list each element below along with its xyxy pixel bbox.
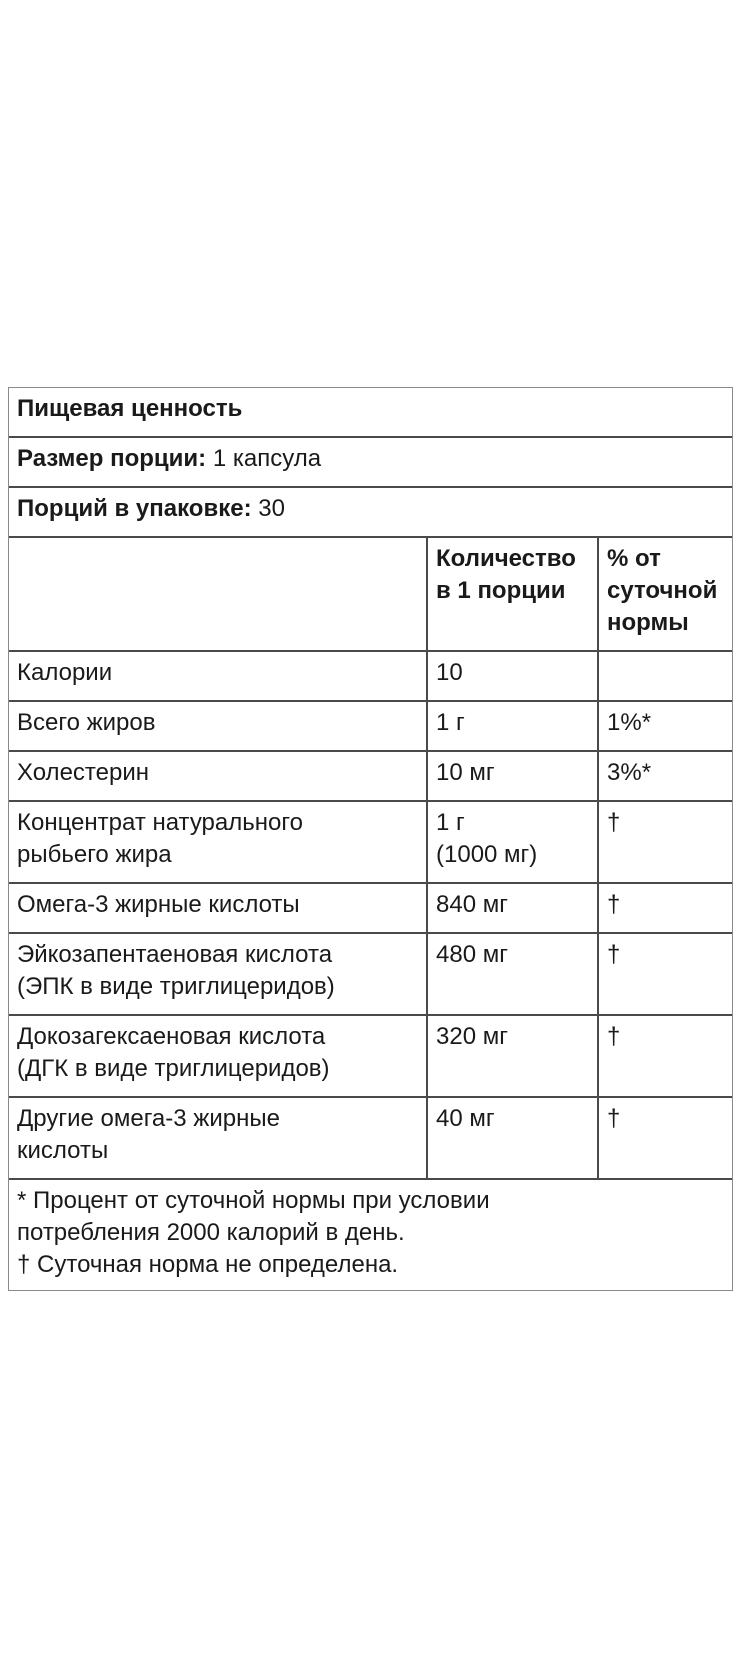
nutrient-daily-value: 1%*: [598, 701, 732, 751]
column-header-row: [9, 537, 732, 651]
nutrient-amount: 320 мг: [427, 1015, 598, 1097]
servings-per-container-label: Порций в упаковке:: [17, 495, 252, 522]
table-row: [9, 801, 732, 883]
table-row: [9, 751, 732, 801]
footnote-line: * Процент от суточной нормы при условии: [17, 1187, 490, 1214]
servings-per-container-value: 30: [258, 495, 285, 522]
nutrient-daily-value: [598, 651, 732, 701]
nutrient-name: Омега-3 жирные кислоты: [9, 883, 427, 933]
amount-header: Количество в 1 порции: [427, 537, 598, 651]
footnotes: [9, 1179, 732, 1290]
table-row: [9, 701, 732, 751]
table-title: Пищевая ценность: [9, 388, 732, 437]
serving-size-row: [9, 437, 732, 487]
nutrition-table: [9, 388, 732, 1290]
nutrient-daily-value: †: [598, 1097, 732, 1179]
daily-value-header: % от суточной нормы: [598, 537, 732, 651]
header-blank-cell: [9, 537, 427, 651]
nutrient-daily-value: †: [598, 883, 732, 933]
nutrient-amount: 10 мг: [427, 751, 598, 801]
nutrient-name: Эйкозапентаеновая кислота (ЭПК в виде триглицеридов): [9, 933, 427, 1015]
nutrient-amount: 1 г (1000 мг): [427, 801, 598, 883]
nutrient-daily-value: 3%*: [598, 751, 732, 801]
nutrient-name: Концентрат натурального рыбьего жира: [9, 801, 427, 883]
table-row: [9, 1015, 732, 1097]
nutrient-name: Докозагексаеновая кислота (ДГК в виде триглицеридов): [9, 1015, 427, 1097]
title-row: [9, 388, 732, 437]
table-row: [9, 883, 732, 933]
nutrient-daily-value: †: [598, 933, 732, 1015]
footnote-row: [9, 1179, 732, 1290]
table-row: [9, 1097, 732, 1179]
nutrient-daily-value: †: [598, 1015, 732, 1097]
table-row: [9, 651, 732, 701]
nutrient-amount: 480 мг: [427, 933, 598, 1015]
nutrient-name: Калории: [9, 651, 427, 701]
footnote-line: † Суточная норма не определена.: [17, 1251, 399, 1278]
footnote-line: потребления 2000 калорий в день.: [17, 1219, 405, 1246]
nutrient-daily-value: †: [598, 801, 732, 883]
supplement-facts-panel: [8, 387, 733, 1291]
servings-per-container-row: [9, 487, 732, 537]
serving-size-value: 1 капсула: [212, 445, 322, 472]
nutrient-name: Другие омега-3 жирные кислоты: [9, 1097, 427, 1179]
nutrient-amount: 840 мг: [427, 883, 598, 933]
nutrient-amount: 40 мг: [427, 1097, 598, 1179]
serving-size-label: Размер порции:: [17, 445, 207, 472]
nutrient-amount: 1 г: [427, 701, 598, 751]
table-row: [9, 933, 732, 1015]
nutrient-amount: 10: [427, 651, 598, 701]
nutrient-name: Всего жиров: [9, 701, 427, 751]
nutrient-name: Холестерин: [9, 751, 427, 801]
